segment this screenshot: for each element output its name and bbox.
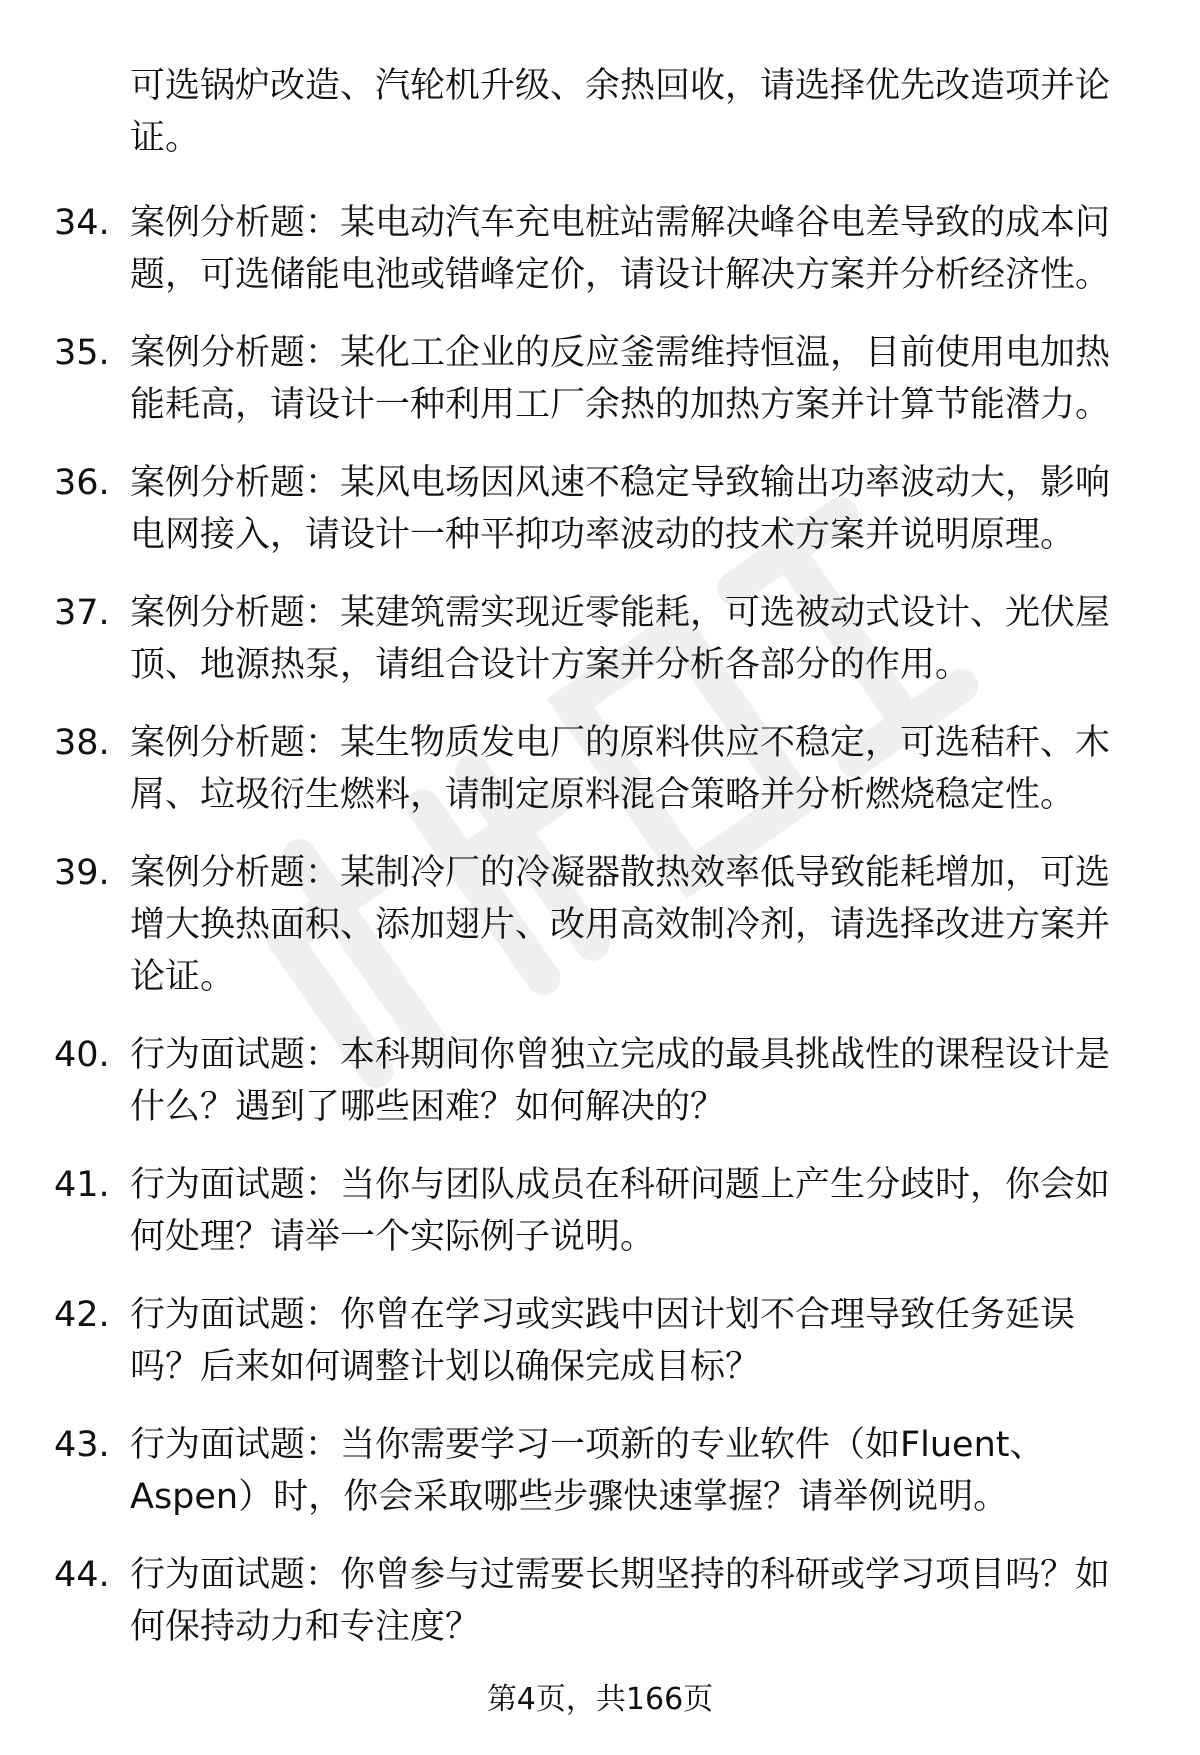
question-number: 37.: [54, 593, 110, 633]
question-text: 案例分析题：某生物质发电厂的原料供应不稳定，可选秸秆、木屑、垃圾衍生燃料，请制定原料混合策略并分析燃烧稳定性。: [130, 723, 1111, 815]
question-text: 案例分析题：某制冷厂的冷凝器散热效率低导致能耗增加，可选增大换热面积、添加翅片、改用高效制冷剂，请选择改进方案并论证。: [130, 853, 1111, 997]
list-item: [0, 457, 1200, 587]
question-number: 39.: [54, 853, 110, 893]
question-text: 案例分析题：某建筑需实现近零能耗，可选被动式设计、光伏屋顶、地源热泵，请组合设计方案并分析各部分的作用。: [130, 593, 1111, 685]
list-item: [0, 1419, 1200, 1549]
list-item: [0, 1549, 1200, 1679]
continued-question-text: 可选锅炉改造、汽轮机升级、余热回收，请选择优先改造项并论证。: [130, 66, 1111, 158]
question-text: 行为面试题：当你需要学习一项新的专业软件（如Fluent、Aspen）时，你会采取哪些步骤快速掌握？请举例说明。: [130, 1425, 1045, 1517]
question-number: 38.: [54, 723, 110, 763]
question-text: 行为面试题：本科期间你曾独立完成的最具挑战性的课程设计是什么？遇到了哪些困难？如何解决的？: [130, 1035, 1111, 1127]
question-number: 40.: [54, 1035, 110, 1075]
list-item: [0, 197, 1200, 327]
question-text: 案例分析题：某风电场因风速不稳定导致输出功率波动大，影响电网接入，请设计一种平抑功率波动的技术方案并说明原理。: [130, 463, 1111, 555]
list-item: [0, 587, 1200, 717]
list-item: [0, 847, 1200, 1029]
list-item: [0, 1159, 1200, 1289]
list-item: [0, 327, 1200, 457]
question-number: 35.: [54, 333, 110, 373]
question-text: 案例分析题：某化工企业的反应釜需维持恒温，目前使用电加热能耗高，请设计一种利用工厂余热的加热方案并计算节能潜力。: [130, 333, 1111, 425]
question-text: 行为面试题：你曾在学习或实践中因计划不合理导致任务延误吗？后来如何调整计划以确保完成目标？: [130, 1295, 1076, 1387]
question-number: 44.: [54, 1555, 110, 1595]
question-text: 案例分析题：某电动汽车充电桩站需解决峰谷电差导致的成本问题，可选储能电池或错峰定价，请设计解决方案并分析经济性。: [130, 203, 1111, 295]
page-number-footer: 第4页，共166页: [486, 1682, 714, 1717]
question-number: 34.: [54, 203, 110, 243]
question-number: 36.: [54, 463, 110, 503]
question-text: 行为面试题：你曾参与过需要长期坚持的科研或学习项目吗？如何保持动力和专注度？: [130, 1555, 1111, 1647]
question-number: 43.: [54, 1425, 110, 1465]
list-item: [0, 1289, 1200, 1419]
question-number: 42.: [54, 1295, 110, 1335]
list-item: [0, 717, 1200, 847]
list-item: [0, 1029, 1200, 1159]
question-text: 行为面试题：当你与团队成员在科研问题上产生分歧时，你会如何处理？请举一个实际例子说明。: [130, 1165, 1111, 1257]
question-list: [0, 197, 1200, 1679]
question-number: 41.: [54, 1165, 110, 1205]
